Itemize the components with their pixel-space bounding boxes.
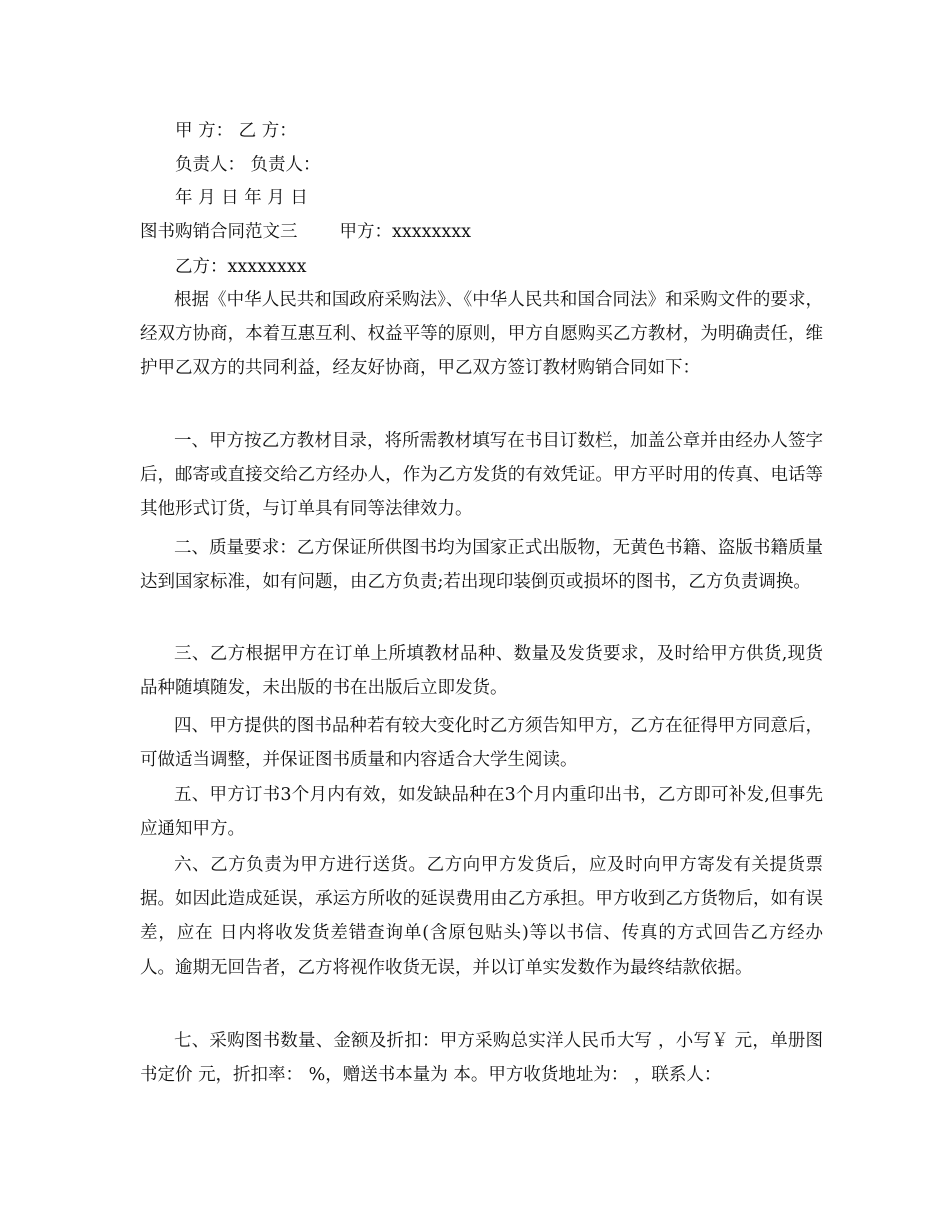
clause-3-paragraph: 三、乙方根据甲方在订单上所填教材品种、数量及发货要求，及时给甲方供货,现货品种随填随发，未出版的书在出版后立即发货。	[140, 644, 823, 699]
clause-5-paragraph: 五、甲方订书3个月内有效，如发缺品种在3个月内重印出书，乙方即可补发,但事先应通知甲方。	[140, 785, 823, 840]
signature-responsible-line: 负责人： 负责人：	[175, 155, 321, 175]
clause-4-paragraph: 四、甲方提供的图书品种若有较大变化时乙方须告知甲方，乙方在征得甲方同意后，可做适当调整，并保证图书质量和内容适合大学生阅读。	[140, 716, 823, 771]
contract-title: 图书购销合同范文三	[140, 222, 298, 242]
clause-6-paragraph: 六、乙方负责为甲方进行送货。乙方向甲方发货后，应及时向甲方寄发有关提货票据。如因此造成延误，承运方所收的延误费用由乙方承担。甲方收到乙方货物后，如有误差，应在 日内将收发货差错查询单(含原包贴头)等以书信、传真的方式回告乙方经办人。逾期无回告者，乙方将视作收货无误，并以订单实发数作为最终结款依据。	[140, 855, 823, 978]
intro-paragraph: 根据《中华人民共和国政府采购法》、《中华人民共和国合同法》和采购文件的要求，经双方协商，本着互惠互利、权益平等的原则，甲方自愿购买乙方教材，为明确责任，维护甲乙双方的共同利益，经友好协商，甲乙双方签订教材购销合同如下：	[140, 290, 823, 379]
signature-parties-line: 甲 方： 乙 方：	[175, 121, 297, 141]
signature-date-line: 年 月 日 年 月 日	[175, 188, 308, 208]
clause-1-paragraph: 一、甲方按乙方教材目录，将所需教材填写在书目订数栏，加盖公章并由经办人签字后，邮寄或直接交给乙方经办人，作为乙方发货的有效凭证。甲方平时用的传真、电话等其他形式订货，与订单具有同等法律效力。	[140, 431, 823, 520]
contract-header-row	[140, 221, 471, 243]
clause-7-paragraph: 七、采购图书数量、金额及折扣：甲方采购总实洋人民币大写 ，小写￥ 元，单册图书定价 元，折扣率： %，赠送书本量为 本。甲方收货地址为： ，联系人：	[140, 1031, 823, 1086]
party-b-line: 乙方：xxxxxxxx	[175, 257, 307, 277]
clause-2-paragraph: 二、质量要求：乙方保证所供图书均为国家正式出版物，无黄色书籍、盗版书籍质量达到国家标准，如有问题，由乙方负责;若出现印装倒页或损坏的图书，乙方负责调换。	[140, 538, 823, 593]
party-a-line: 甲方：xxxxxxxx	[339, 222, 471, 242]
